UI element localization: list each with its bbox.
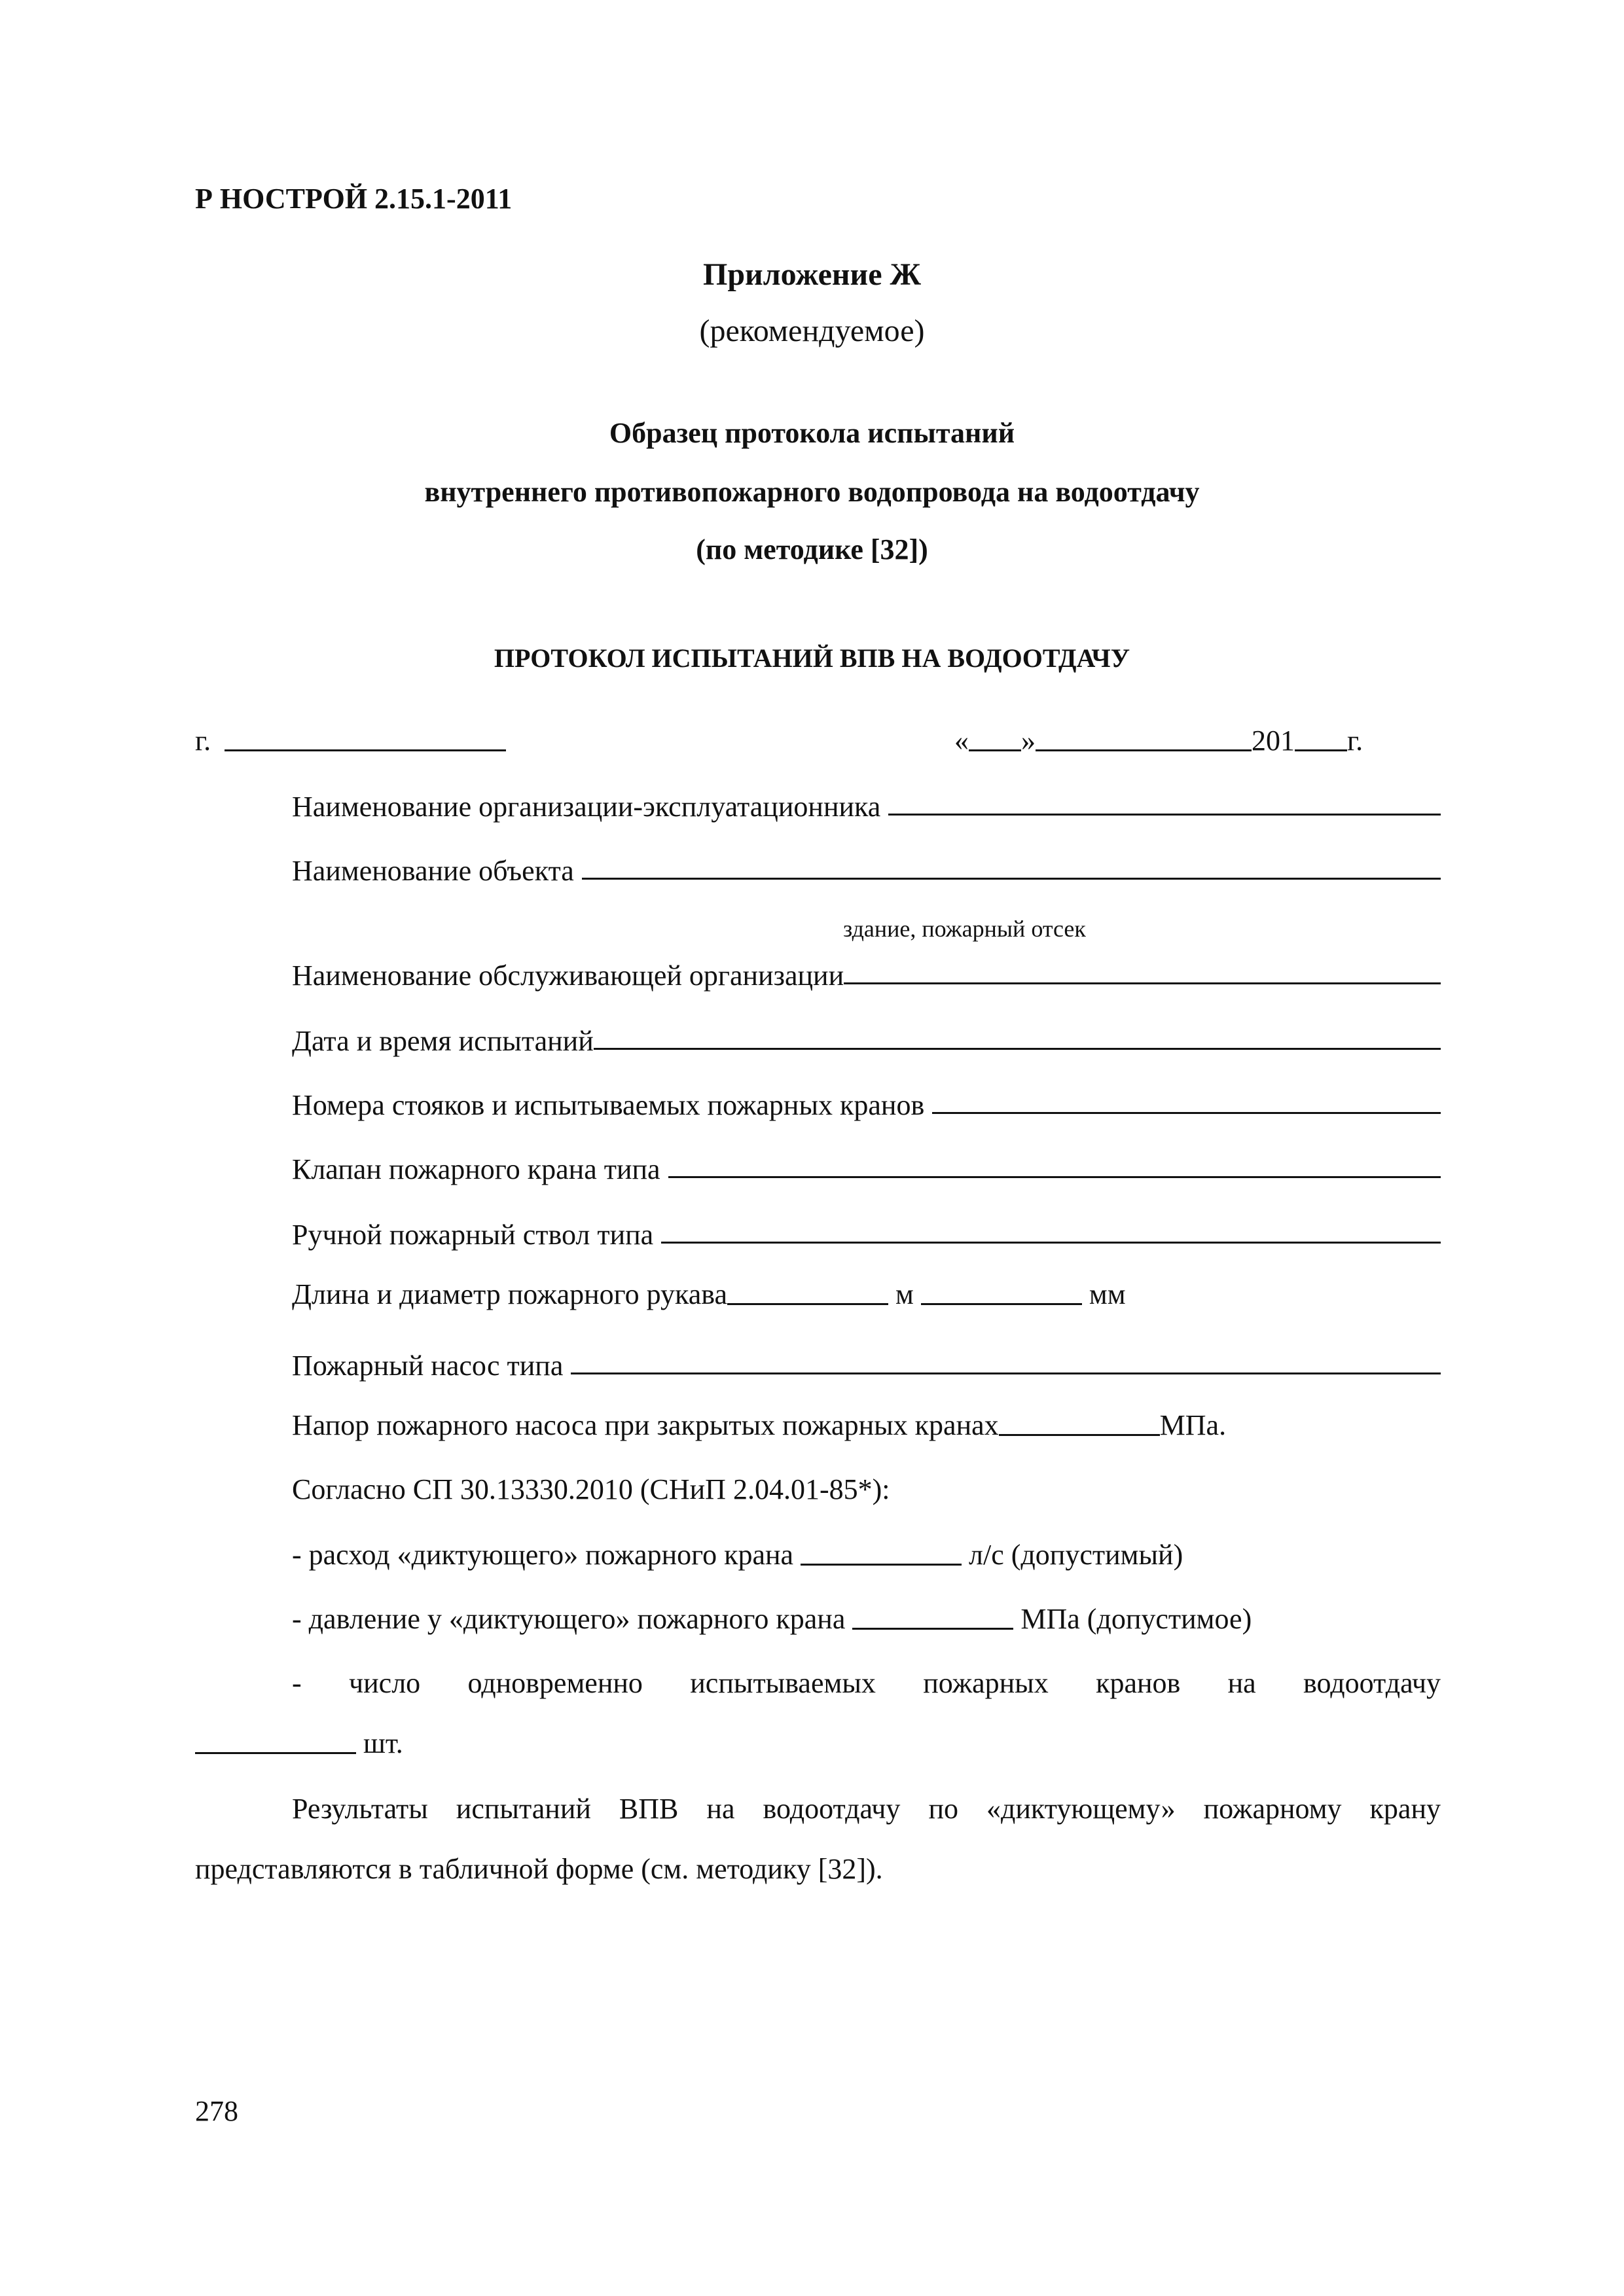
norm-count: - число одновременно испытываемых пожарных кранов на водоотдачу — [292, 1667, 1441, 1699]
service-org-blank[interactable] — [844, 982, 1441, 984]
field-test-datetime — [292, 1018, 1441, 1058]
operator-org-blank[interactable] — [888, 814, 1441, 816]
hose-dims-label: Длина и диаметр пожарного рукава — [292, 1278, 728, 1310]
service-org-label: Наименование обслуживающей организации — [292, 960, 844, 992]
quote-open: « — [954, 725, 969, 757]
protocol-title: ПРОТОКОЛ ИСПЫТАНИЙ ВПВ НА ВОДООТДАЧУ — [494, 643, 1130, 673]
hose-length-blank[interactable] — [727, 1303, 888, 1305]
field-pump-head — [292, 1408, 1226, 1442]
results-line-2: представляются в табличной форме (см. методику [32]). — [195, 1853, 883, 1885]
pump-head-unit: МПа. — [1159, 1409, 1227, 1441]
test-datetime-blank[interactable] — [594, 1048, 1441, 1050]
city-prefix: г. — [195, 725, 211, 757]
heading-line-1: Образец протокола испытаний — [609, 417, 1015, 449]
valve-type-blank[interactable] — [668, 1176, 1441, 1178]
object-name-blank[interactable] — [582, 878, 1441, 880]
city-blank[interactable] — [225, 749, 506, 751]
document-code: Р НОСТРОЙ 2.15.1-2011 — [195, 183, 513, 215]
pump-head-label: Напор пожарного насоса при закрытых пожарных кранах — [292, 1409, 999, 1441]
flow-unit: л/с (допустимый) — [969, 1539, 1183, 1571]
pressure-label: - давление у «диктующего» пожарного крана — [292, 1603, 846, 1635]
field-operator-org — [292, 784, 1441, 823]
test-datetime-label: Дата и время испытаний — [292, 1025, 594, 1057]
count-blank[interactable] — [195, 1752, 356, 1754]
object-name-label: Наименование объекта — [292, 855, 574, 887]
field-object-name — [292, 848, 1441, 888]
year-suffix: г. — [1347, 725, 1363, 757]
results-line-1: Результаты испытаний ВПВ на водоотдачу по «диктующему» пожарному крану — [292, 1793, 1441, 1825]
flow-blank[interactable] — [801, 1564, 962, 1566]
object-name-hint: здание, пожарный отсек — [843, 916, 1086, 942]
flow-label: - расход «диктующего» пожарного крана — [292, 1539, 794, 1571]
pressure-blank[interactable] — [852, 1628, 1013, 1630]
appendix-title: Приложение Ж — [703, 257, 921, 292]
nozzle-type-label: Ручной пожарный ствол типа — [292, 1219, 654, 1251]
valve-type-label: Клапан пожарного крана типа — [292, 1153, 660, 1185]
page-number: 278 — [195, 2095, 238, 2127]
field-pump-type — [292, 1343, 1441, 1382]
norm-pressure — [292, 1602, 1252, 1636]
norm-count-continuation — [195, 1727, 403, 1760]
hose-diameter-blank[interactable] — [921, 1303, 1082, 1305]
hose-unit-mm: мм — [1089, 1278, 1126, 1310]
pump-head-blank[interactable] — [999, 1434, 1160, 1436]
city-line — [195, 724, 506, 757]
field-riser-numbers — [292, 1083, 1441, 1122]
month-blank[interactable] — [1036, 749, 1252, 751]
riser-numbers-blank[interactable] — [932, 1112, 1441, 1114]
pressure-unit: МПа (допустимое) — [1020, 1603, 1252, 1635]
quote-close: » — [1021, 725, 1036, 757]
heading-line-3: (по методике [32]) — [696, 533, 928, 565]
field-valve-type — [292, 1147, 1441, 1186]
field-hose-dims — [292, 1278, 1126, 1311]
field-service-org — [292, 953, 1441, 992]
pump-type-label: Пожарный насос типа — [292, 1350, 564, 1382]
field-nozzle-type — [292, 1212, 1441, 1251]
pump-type-blank[interactable] — [571, 1372, 1441, 1374]
riser-numbers-label: Номера стояков и испытываемых пожарных кранов — [292, 1089, 925, 1121]
nozzle-type-blank[interactable] — [661, 1242, 1441, 1244]
year-prefix: 201 — [1252, 725, 1295, 757]
norms-intro: Согласно СП 30.13330.2010 (СНиП 2.04.01-85*): — [292, 1473, 890, 1505]
operator-org-label: Наименование организации-эксплуатационника — [292, 791, 881, 823]
count-unit: шт. — [363, 1727, 403, 1759]
year-blank[interactable] — [1295, 749, 1347, 751]
date-line — [954, 724, 1363, 757]
appendix-subtitle: (рекомендуемое) — [699, 314, 925, 348]
hose-unit-m: м — [895, 1278, 914, 1310]
heading-line-2: внутреннего противопожарного водопровода на водоотдачу — [424, 476, 1200, 508]
norm-flow — [292, 1538, 1183, 1571]
day-blank[interactable] — [969, 749, 1021, 751]
